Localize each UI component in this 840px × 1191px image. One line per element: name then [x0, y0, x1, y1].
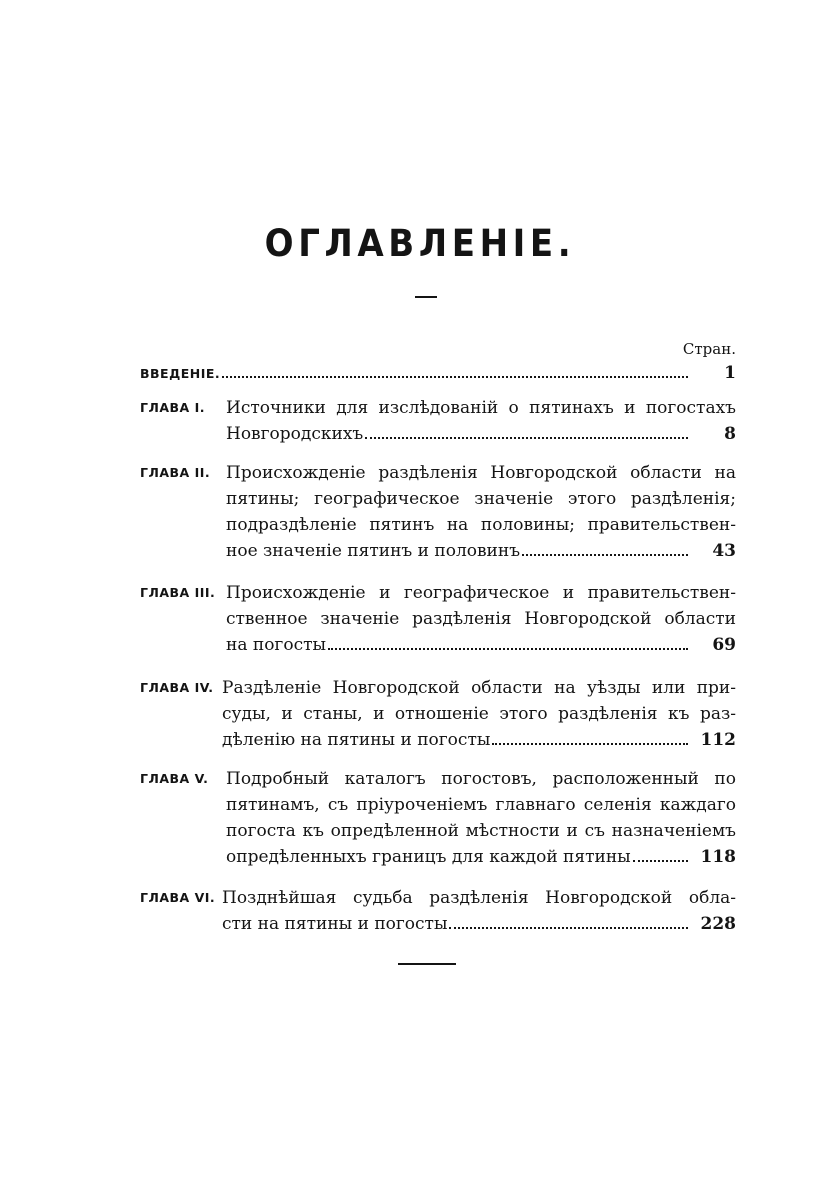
chapter-title-line: пятины; географическое значеніе этого раздѣленія; — [226, 489, 736, 509]
closing-rule — [398, 963, 456, 965]
chapter-title-line: ственное значеніе раздѣленія Новгородской области — [226, 609, 736, 629]
chapter-title-line: на погосты — [226, 635, 327, 655]
chapter-title-line: Источники для изслѣдованій о пятинахъ и погостахъ — [226, 398, 736, 418]
chapter-label: ГЛАВА V. — [140, 771, 209, 786]
introduction-label: ВВЕДЕНІЕ. — [140, 366, 221, 381]
dot-leader — [633, 860, 688, 862]
page-number: 69 — [712, 635, 736, 655]
page-number: 228 — [700, 914, 736, 934]
chapter-label: ГЛАВА IV. — [140, 680, 214, 695]
page-number: 118 — [700, 847, 736, 867]
chapter-title-line: пятинамъ, съ пріуроченіемъ главнаго селенія каждаго — [226, 795, 736, 815]
dot-leader — [222, 376, 688, 378]
chapter-title-line: Происхожденіе и географическое и правительствен- — [226, 583, 736, 603]
dot-leader — [522, 554, 688, 556]
chapter-title-line: Происхожденіе раздѣленія Новгородской области на — [226, 463, 736, 483]
chapter-title-line: Подробный каталогъ погостовъ, расположенный по — [226, 769, 736, 789]
title-divider — [415, 296, 437, 298]
chapter-title-line: Раздѣленіе Новгородской области на уѣзды или при- — [222, 678, 736, 698]
page-number: 8 — [724, 424, 736, 444]
chapter-label: ГЛАВА VI. — [140, 890, 216, 905]
chapter-label: ГЛАВА II. — [140, 465, 211, 480]
chapter-title-line: погоста къ опредѣленной мѣстности и съ назначеніемъ — [226, 821, 736, 841]
chapter-title-line: Позднѣйшая судьба раздѣленія Новгородской обла- — [222, 888, 736, 908]
chapter-label: ГЛАВА III. — [140, 585, 216, 600]
chapter-title-line: суды, и станы, и отношеніе этого раздѣленія къ раз- — [222, 704, 736, 724]
page-title: ОГЛАВЛЕНІЕ. — [264, 222, 576, 265]
chapter-title-line: подраздѣленіе пятинъ на половины; правительствен- — [226, 515, 736, 535]
dot-leader — [492, 743, 688, 745]
dot-leader — [328, 648, 688, 650]
pages-column-heading: Стран. — [682, 340, 736, 358]
chapter-title-line: Новгородскихъ — [226, 424, 364, 444]
chapter-title-line: сти на пятины и погосты — [222, 914, 448, 934]
page-number: 43 — [712, 541, 736, 561]
dot-leader — [449, 927, 688, 929]
chapter-title-line: опредѣленныхъ границъ для каждой пятины — [226, 847, 631, 867]
dot-leader — [365, 437, 688, 439]
chapter-title-line: дѣленію на пятины и погосты — [222, 730, 491, 750]
chapter-title-line: ное значеніе пятинъ и половинъ — [226, 541, 521, 561]
page-number: 1 — [724, 363, 736, 383]
chapter-label: ГЛАВА I. — [140, 400, 205, 415]
page-number: 112 — [700, 730, 736, 750]
